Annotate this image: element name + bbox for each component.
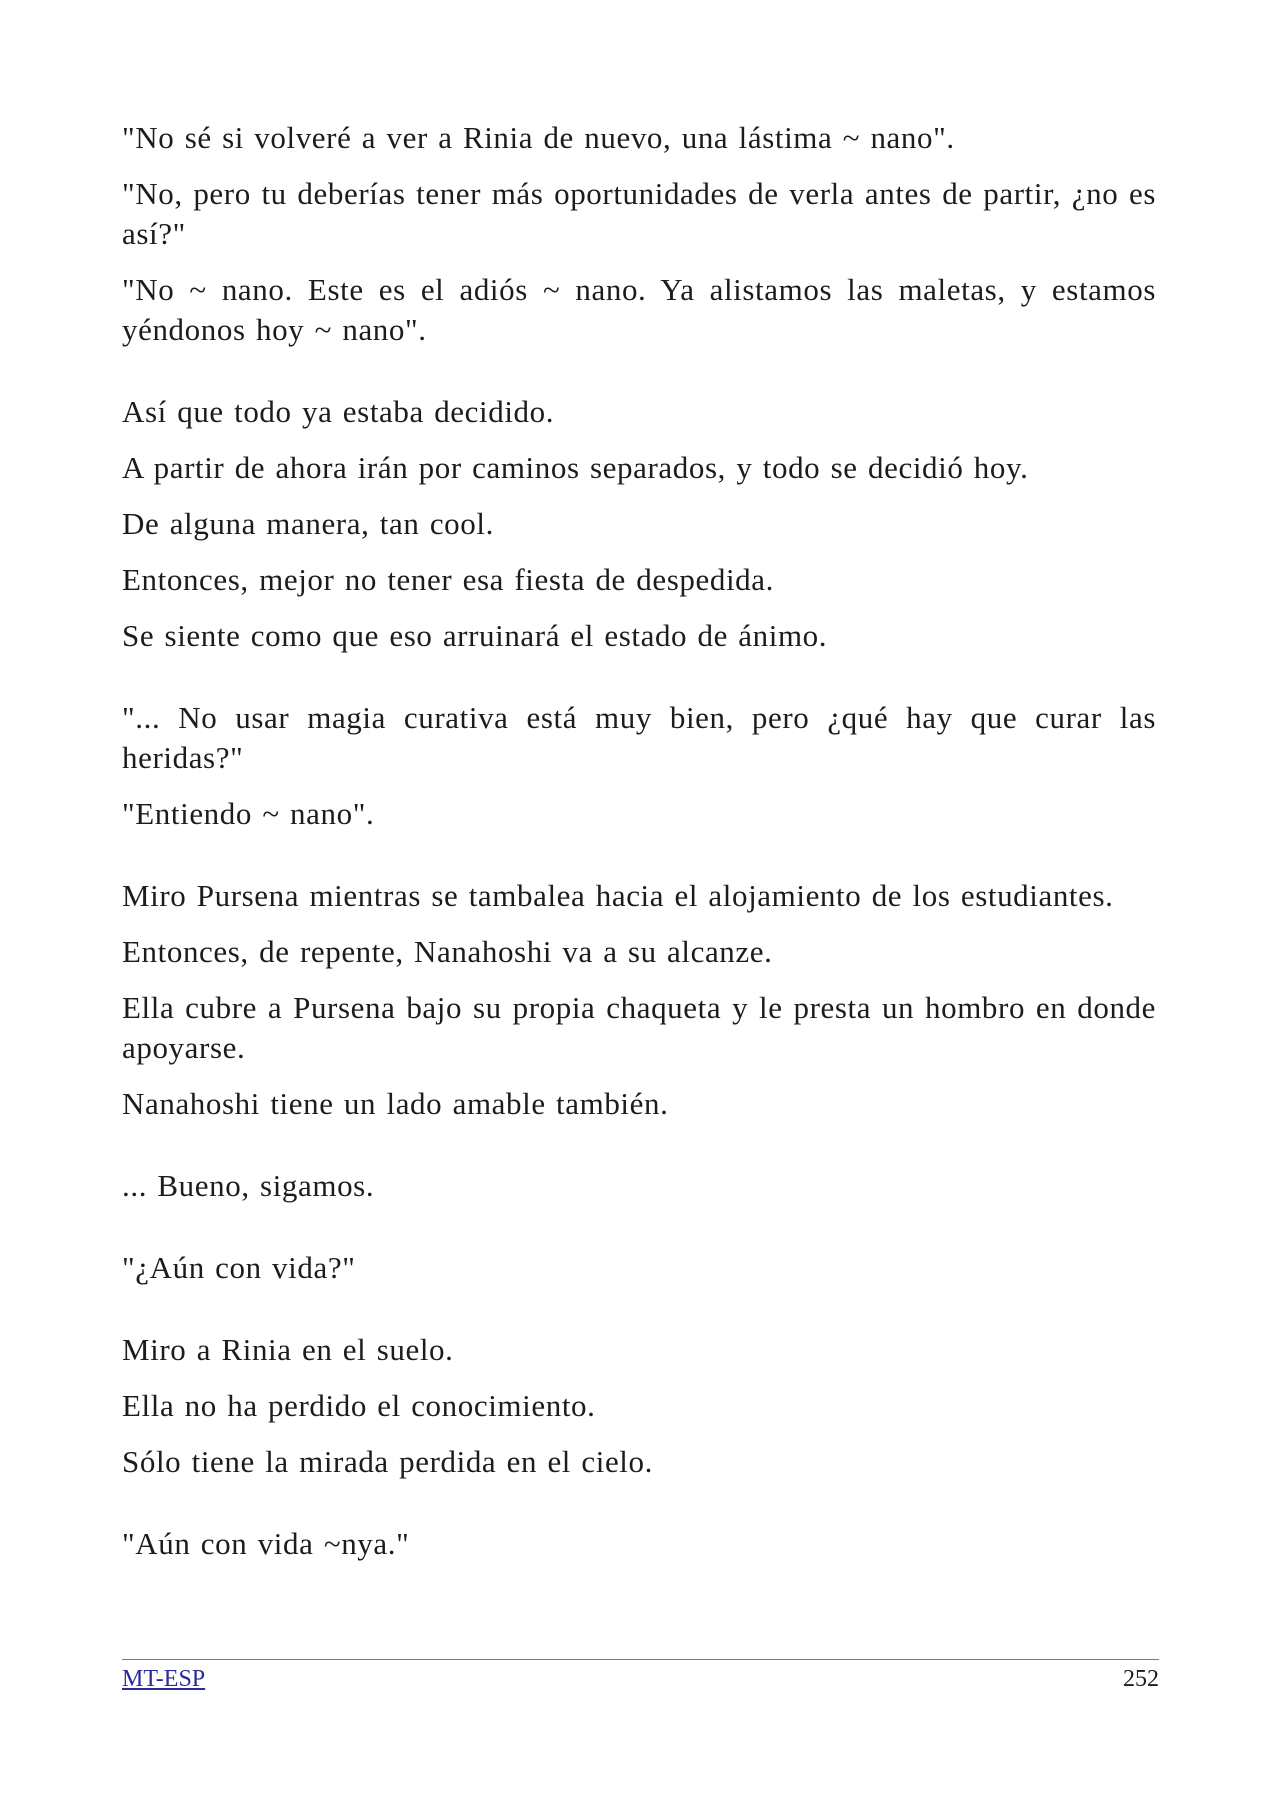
paragraph: Se siente como que eso arruinará el estado de ánimo. bbox=[122, 618, 828, 653]
paragraph: "... No usar magia curativa está muy bien, pero ¿qué hay que curar las heridas?" bbox=[122, 700, 1156, 775]
paragraph: Así que todo ya estaba decidido. bbox=[122, 394, 555, 429]
paragraph: "No sé si volveré a ver a Rinia de nuevo, una lástima ~ nano". bbox=[122, 120, 955, 155]
paragraph: "No ~ nano. Este es el adiós ~ nano. Ya alistamos las maletas, y estamos yéndonos hoy ~ nano". bbox=[122, 272, 1156, 347]
paragraph: Ella no ha perdido el conocimiento. bbox=[122, 1388, 596, 1423]
paragraph: Nanahoshi tiene un lado amable también. bbox=[122, 1086, 669, 1121]
paragraph: De alguna manera, tan cool. bbox=[122, 506, 494, 541]
page-footer bbox=[122, 1659, 1159, 1694]
paragraph: Miro Pursena mientras se tambalea hacia el alojamiento de los estudiantes. bbox=[122, 878, 1114, 913]
paragraph: Entonces, de repente, Nanahoshi va a su alcanze. bbox=[122, 934, 773, 969]
paragraph: Miro a Rinia en el suelo. bbox=[122, 1332, 454, 1367]
footer-source-link[interactable]: MT-ESP bbox=[122, 1666, 206, 1692]
footer-page-number: 252 bbox=[1123, 1666, 1159, 1692]
paragraph: "No, pero tu deberías tener más oportunidades de verla antes de partir, ¿no es así?" bbox=[122, 176, 1156, 251]
paragraph: Entonces, mejor no tener esa fiesta de despedida. bbox=[122, 562, 774, 597]
paragraph: "¿Aún con vida?" bbox=[122, 1250, 356, 1285]
paragraph: ... Bueno, sigamos. bbox=[122, 1168, 375, 1203]
page-body bbox=[122, 118, 1156, 1580]
paragraph: Sólo tiene la mirada perdida en el cielo. bbox=[122, 1444, 653, 1479]
paragraph: "Aún con vida ~nya." bbox=[122, 1526, 410, 1561]
paragraph: "Entiendo ~ nano". bbox=[122, 796, 375, 831]
paragraph: Ella cubre a Pursena bajo su propia chaqueta y le presta un hombro en donde apoyarse. bbox=[122, 990, 1156, 1065]
paragraph: A partir de ahora irán por caminos separados, y todo se decidió hoy. bbox=[122, 450, 1029, 485]
